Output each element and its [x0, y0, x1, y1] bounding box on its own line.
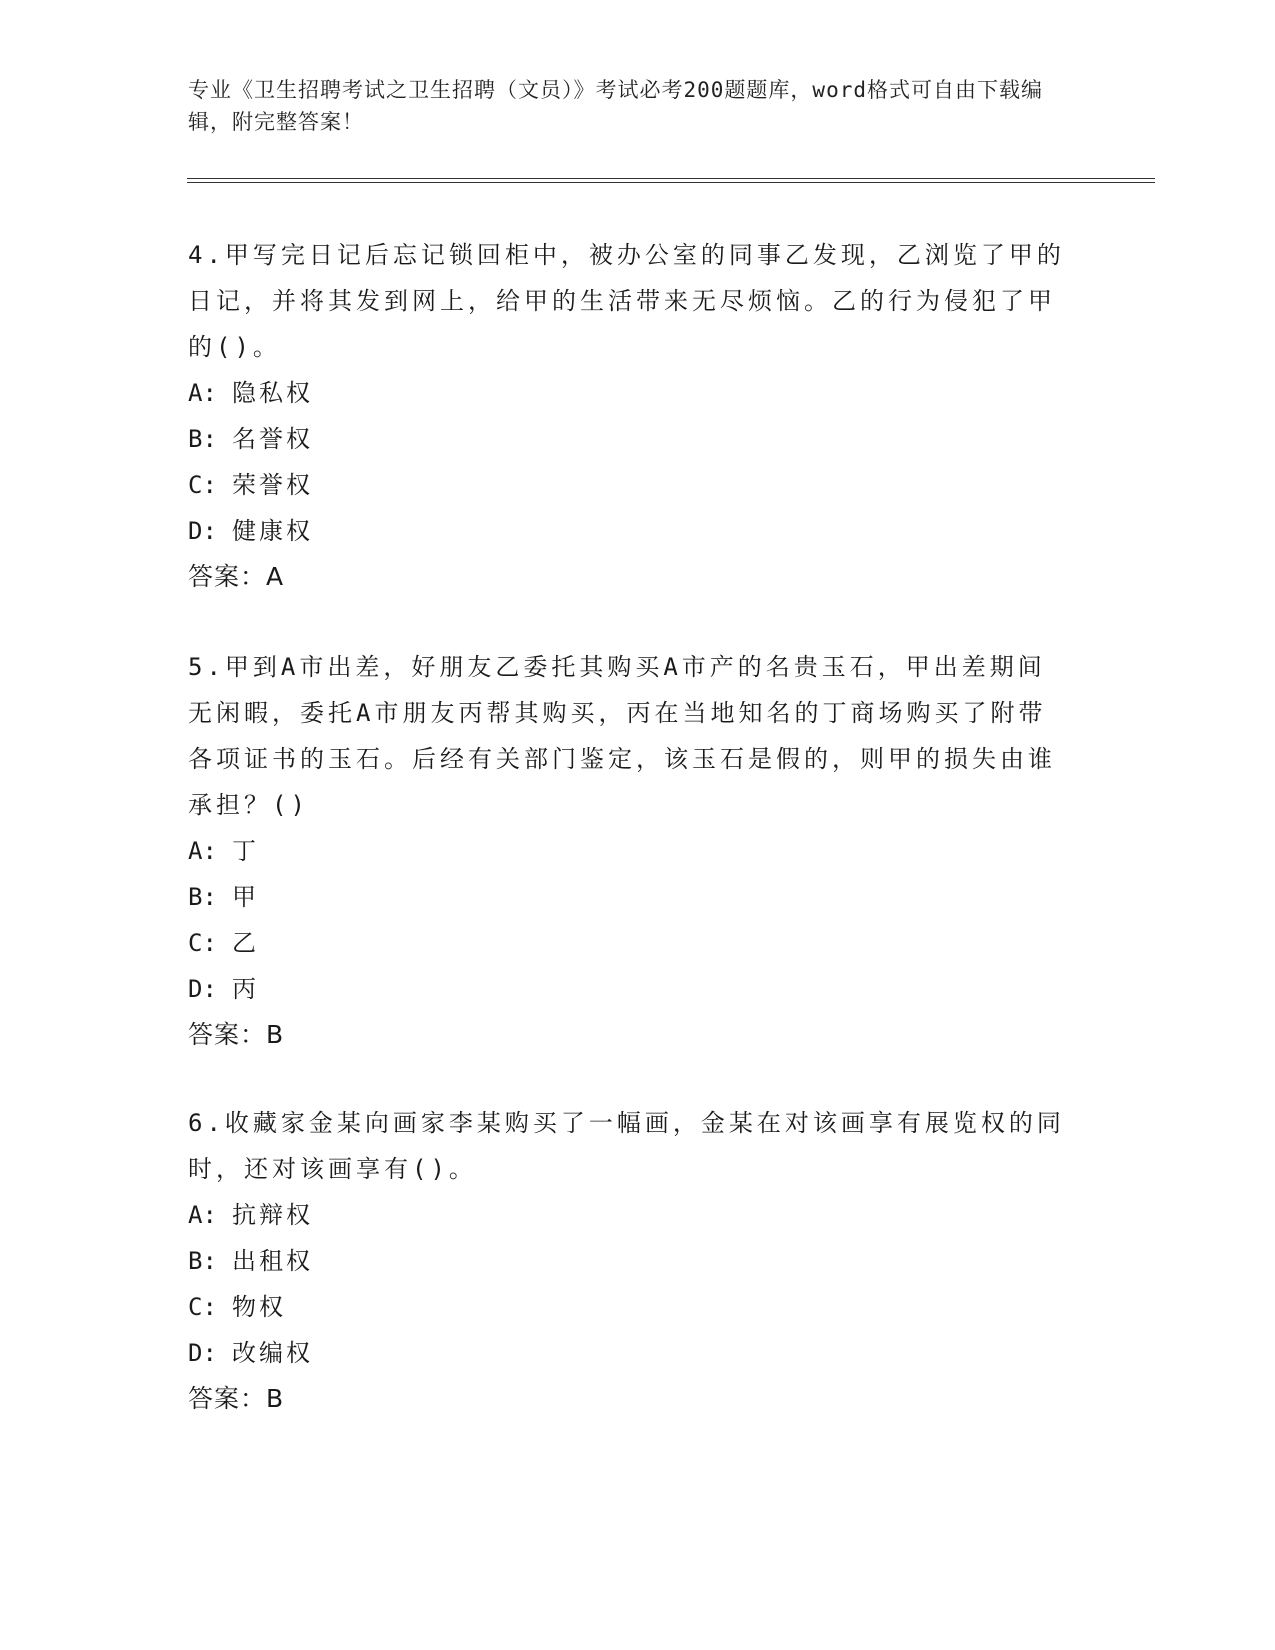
option-text: 出租权: [232, 1247, 313, 1275]
answer-line: 答案：B: [188, 1384, 285, 1413]
option-text: 改编权: [232, 1339, 313, 1367]
option-letter: C:: [188, 471, 217, 499]
option-b: [188, 1238, 1068, 1284]
option-letter: C:: [188, 929, 217, 957]
option-c: [188, 462, 1068, 508]
document-page: [188, 0, 1154, 1650]
header-divider: [187, 178, 1155, 183]
option-c: [188, 920, 1068, 966]
option-letter: B:: [188, 883, 217, 911]
option-text: 荣誉权: [232, 471, 313, 499]
option-letter: C:: [188, 1293, 217, 1321]
question-stem: 6.收藏家金某向画家李某购买了一幅画，金某在对该画享有展览权的同时，还对该画享有()。: [188, 1109, 1065, 1183]
question-6: [188, 1100, 1068, 1422]
question-stem: 5.甲到A市出差，好朋友乙委托其购买A市产的名贵玉石，甲出差期间无闲暇，委托A市朋友丙帮其购买，丙在当地知名的丁商场购买了附带各项证书的玉石。后经有关部门鉴定，该玉石是假的，则甲的损失由谁承担？(): [188, 653, 1056, 819]
option-text: 乙: [232, 929, 259, 957]
option-letter: D:: [188, 975, 217, 1003]
option-text: 名誉权: [232, 425, 313, 453]
option-a: [188, 1192, 1068, 1238]
option-letter: B:: [188, 425, 217, 453]
option-letter: D:: [188, 1339, 217, 1367]
option-letter: A:: [188, 1201, 217, 1229]
question-4: [188, 232, 1068, 600]
option-text: 隐私权: [232, 379, 313, 407]
option-letter: A:: [188, 379, 217, 407]
option-a: [188, 370, 1068, 416]
option-d: [188, 508, 1068, 554]
option-b: [188, 416, 1068, 462]
option-text: 丁: [232, 837, 259, 865]
option-letter: B:: [188, 1247, 217, 1275]
answer-line: 答案：B: [188, 1020, 285, 1049]
option-d: [188, 1330, 1068, 1376]
question-stem: 4.甲写完日记后忘记锁回柜中，被办公室的同事乙发现，乙浏览了甲的日记，并将其发到网上，给甲的生活带来无尽烦恼。乙的行为侵犯了甲的()。: [188, 241, 1065, 361]
option-c: [188, 1284, 1068, 1330]
document-header: 专业《卫生招聘考试之卫生招聘（文员）》考试必考200题题库，word格式可自由下载编辑，附完整答案！: [188, 78, 1043, 134]
option-text: 物权: [232, 1293, 286, 1321]
option-text: 抗辩权: [232, 1201, 313, 1229]
option-letter: A:: [188, 837, 217, 865]
option-text: 健康权: [232, 517, 313, 545]
option-text: 甲: [232, 883, 259, 911]
option-text: 丙: [232, 975, 259, 1003]
question-5: [188, 644, 1068, 1058]
answer-line: 答案：A: [188, 562, 285, 591]
option-a: [188, 828, 1068, 874]
option-b: [188, 874, 1068, 920]
option-d: [188, 966, 1068, 1012]
option-letter: D:: [188, 517, 217, 545]
